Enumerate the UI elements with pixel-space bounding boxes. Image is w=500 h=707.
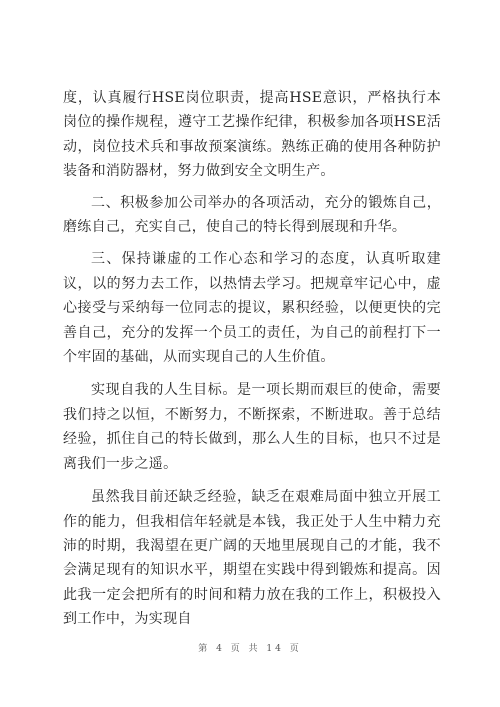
paragraph-attitude: 三、保持谦虚的工作心态和学习的态度，认真听取建议，以的努力去工作，以热情去学习。把规章牢记心中，虚心接受与采纳每一位同志的提议，累积经验，以便更快的完善自己，充分的发挥一个员工的责任，为自己的前程打下一个牢固的基础，从而实现自己的人生价值。	[63, 251, 441, 366]
paragraph-experience: 虽然我目前还缺乏经验，缺乏在艰难局面中独立开展工作的能力，但我相信年轻就是本钱，我正处于人生中精力充沛的时期，我渴望在更广阔的天地里展现自己的才能，我不会满足现有的知识水平，期望在实践中得到锻炼和提高。因此我一定会把所有的时间和精力放在我的工作上，积极投入到工作中，为实现自	[63, 489, 441, 628]
paragraph-hse-duties: 度，认真履行HSE岗位职责，提高HSE意识，严格执行本岗位的操作规程，遵守工艺操作纪律，积极参加各项HSE活动，岗位技术兵和事故预案演练。熟练正确的使用各种防护装备和消防器材，努力做到安全文明生产。	[63, 90, 441, 180]
page-number-footer: 第 4 页 共 14 页	[198, 644, 302, 654]
paragraph-life-goal: 实现自我的人生目标。是一项长期而艰巨的使命，需要我们持之以恒，不断努力，不断探索，不断进取。善于总结经验，抓住自己的特长做到，那么人生的目标，也只不过是离我们一步之遥。	[63, 382, 441, 472]
document-body	[63, 86, 441, 632]
paragraph-activities: 二、积极参加公司举办的各项活动，充分的锻炼自己，磨练自己，充实自己，使自己的特长得到展现和升华。	[63, 194, 441, 236]
